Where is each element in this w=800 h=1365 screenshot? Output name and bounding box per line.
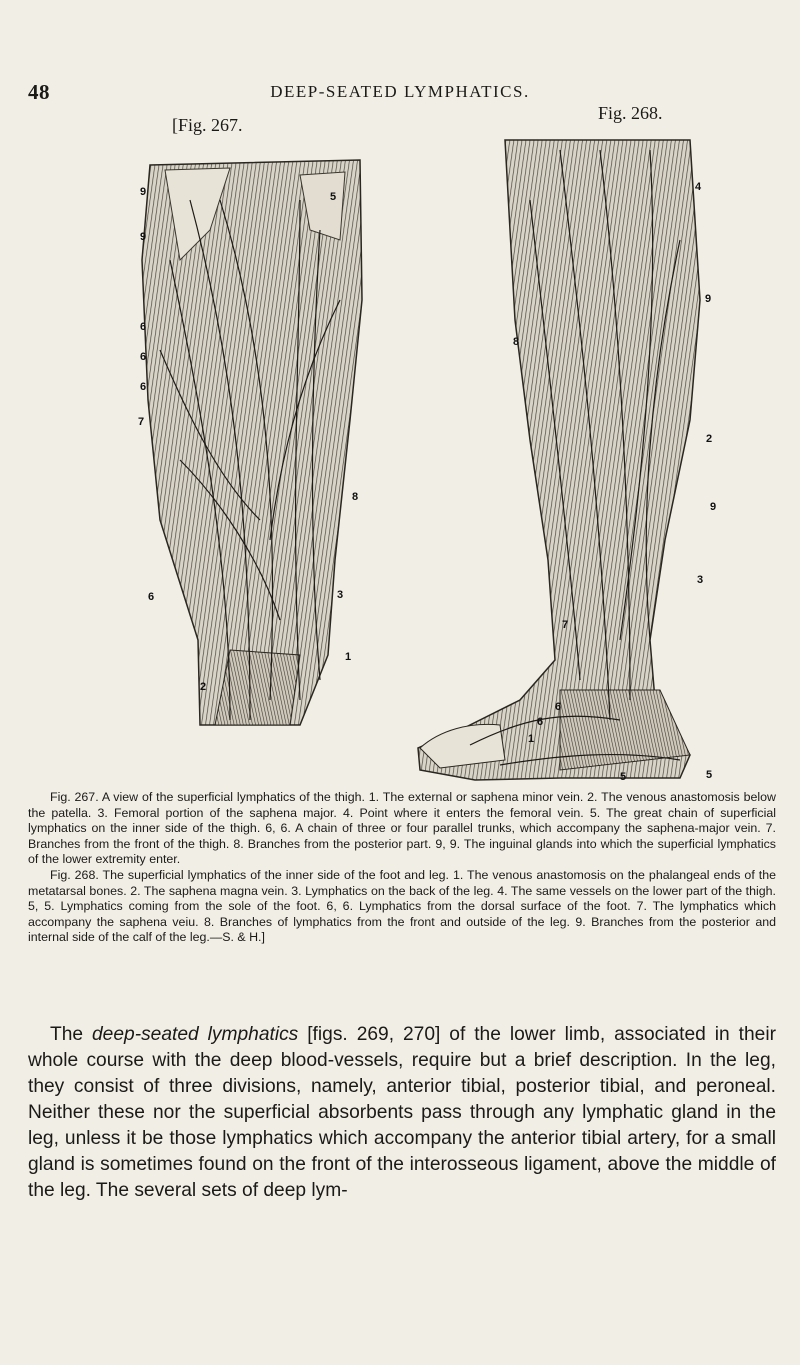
fig-267-label: 9: [140, 186, 147, 198]
fig-267-label: 1: [345, 651, 352, 663]
fig-268-label: 3: [697, 574, 704, 586]
fig-267-label: 6: [140, 381, 147, 393]
deep-seated-term: deep-seated lymphatics: [92, 1024, 299, 1045]
running-head: DEEP-SEATED LYMPHATICS.: [270, 82, 530, 101]
fig-268-caption-text: Fig. 268. The superficial lymphatics of the inner side of the foot and leg. 1. The venous anastomosis on the phalangeal ends of the metatarsal bones. 2. The saphena magna vein. 3. Lymphatics on the back of the leg. 4. The same vessels on the lower part of the thigh. 5, 5. Lymphatics coming from the sole of the foot. 6, 6. Lymphatics from the dorsal surface of the foot. 7. The lymphatics which accompany the saphena veiu. 8. Branches of lymphatics from the front and outside of the leg. 9. Branches from the posterior and internal side of the calf of the leg.—S. & H.]: [28, 867, 776, 945]
fig-268-label: 1: [528, 733, 535, 745]
fig-268-illustration: [418, 140, 716, 783]
body-continuation: [figs. 269, 270] of the lower limb, associated in their whole course with the deep blood-vessels, require but a brief description. In the leg, they consist of three divisions, namely, anterior tibial, posterior tibial, and peroneal. Neither these nor the superficial absorbents pass through any lymphatic gland in the leg, unless it be those lymphatics which accompany the anterior tibial artery, for a small gland is sometimes found on the front of the interosseous ligament, above the middle of the leg. The several sets of deep lym-: [28, 1024, 776, 1201]
fig-267-label: 8: [352, 491, 359, 503]
fig-267-label: 6: [140, 351, 147, 363]
fig-267-caption-text: Fig. 267. A view of the superficial lymphatics of the thigh. 1. The external or saphena minor vein. 2. The venous anastomosis below the patella. 3. Femoral portion of the saphena major. 4. Point where it enters the femoral vein. 5. The great chain of superficial lymphatics on the inner side of the thigh. 6, 6. A chain of three or four parallel trunks, which accompany the saphena-major vein. 7. Branches from the front of the thigh. 8. Branches from the posterior part. 9, 9. The inguinal glands into which the superficial lymphatics of the lower extremity enter.: [28, 790, 776, 867]
fig-268-caption-label: Fig. 268.: [598, 103, 663, 123]
fig-268-label: 8: [513, 336, 520, 348]
body-intro: The: [50, 1024, 93, 1045]
fig-267-caption-label: [Fig. 267.: [172, 115, 243, 135]
fig-268-label: 6: [537, 716, 544, 728]
figure-captions: [28, 790, 776, 946]
fig-268-label: 9: [705, 293, 712, 305]
fig-268-label: 9: [710, 501, 717, 513]
fig-268-label: 7: [562, 619, 569, 631]
fig-267-label: 6: [148, 591, 155, 603]
page-number: 48: [28, 80, 50, 104]
body-text: [28, 1022, 776, 1204]
fig-267-label: 3: [337, 589, 344, 601]
fig-267-label: 7: [138, 416, 145, 428]
fig-267-illustration: [138, 160, 362, 725]
body-paragraph: [28, 1022, 776, 1204]
fig-268-label: 4: [695, 181, 702, 193]
fig-268-label: 5: [706, 769, 713, 781]
fig-267-label: 5: [330, 191, 337, 203]
fig-268-label: 6: [555, 701, 562, 713]
fig-267-label: 6: [140, 321, 147, 333]
fig-268-label: 5: [620, 771, 627, 783]
fig-267-label: 2: [200, 681, 207, 693]
fig-268-label: 2: [706, 433, 713, 445]
fig-267-label: 9: [140, 231, 147, 243]
